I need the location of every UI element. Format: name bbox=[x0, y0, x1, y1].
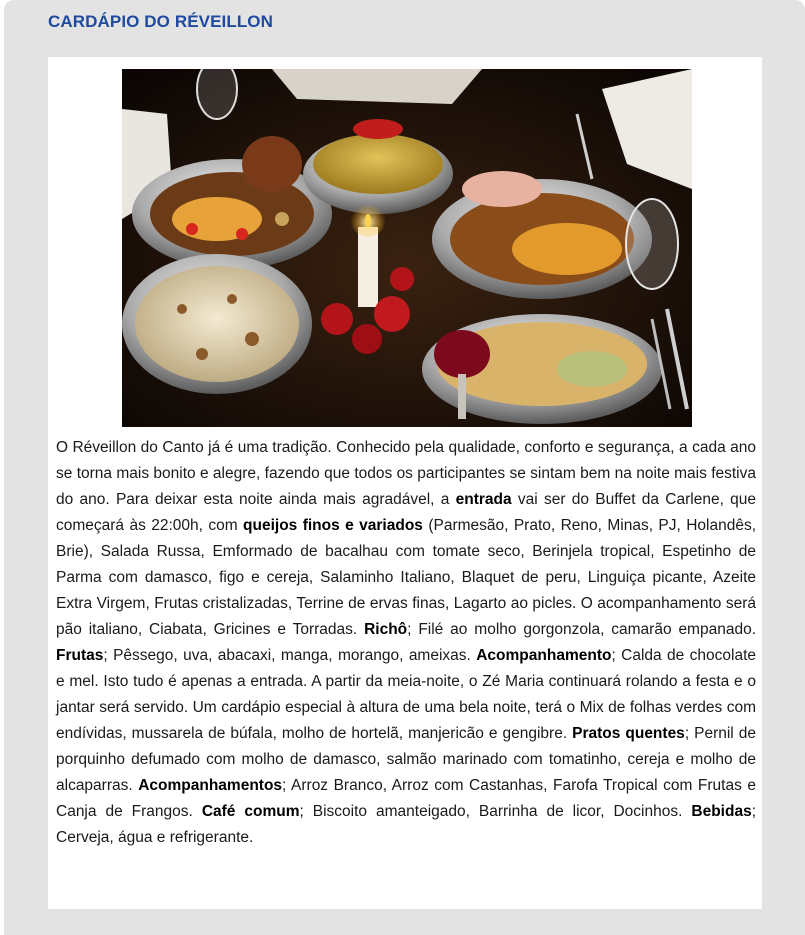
content-box bbox=[48, 57, 762, 909]
menu-highlight: entrada bbox=[455, 491, 512, 508]
page-title: CARDÁPIO DO RÉVEILLON bbox=[48, 12, 274, 31]
menu-highlight: Pratos quentes bbox=[572, 725, 685, 742]
menu-panel bbox=[4, 0, 805, 935]
menu-text: ; Cerveja, água e refrigerante. bbox=[56, 803, 757, 846]
menu-description bbox=[56, 435, 756, 851]
menu-text: ; Pêssego, uva, abacaxi, manga, morango, ameixas. bbox=[103, 647, 477, 664]
menu-text: ; Pernil de porquinho defumado com molho de damasco, salmão marinado com tomatinho, cereja e molho de alcaparras. bbox=[56, 725, 756, 794]
menu-highlight: queijos finos e variados bbox=[243, 517, 423, 534]
food-photo bbox=[122, 69, 692, 427]
menu-text: (Parmesão, Prato, Reno, Minas, PJ, Holandês, Brie), Salada Russa, Emformado de bacalhau com tomate seco, Berinjela tropical, Espetinho de Parma com damasco, figo e cereja, Salaminho Italiano, Blaquet de peru, Linguiça picante, Azeite Extra Virgem, Frutas cristalizadas, Terrine de ervas finas, Lagarto ao picles. O acompanhamento será pão italiano, Ciabata, Gricines e Torradas. bbox=[56, 517, 757, 638]
menu-highlight: Bebidas bbox=[691, 803, 752, 820]
menu-text: ; Filé ao molho gorgonzola, camarão empanado. bbox=[407, 621, 757, 638]
menu-text: ; Calda de chocolate e mel. Isto tudo é apenas a entrada. A partir da meia-noite, o Zé Maria continuará rolando a festa e o jantar será servido. Um cardápio especial à altura de uma bela noite, terá o Mix de folhas verdes com endívidas, mussarela de búfala, molho de hortelã, manjericão e gengibre. bbox=[56, 647, 756, 742]
menu-highlight: Richô bbox=[364, 621, 408, 638]
menu-text: O Réveillon do Canto já é uma tradição. Conhecido pela qualidade, conforto e segurança, a cada ano se torna mais bonito e alegre, fazendo que todos os participantes se sintam bem na noite mais festiva do ano. Para deixar esta noite ainda mais agradável, a bbox=[56, 439, 756, 508]
menu-highlight: Frutas bbox=[56, 647, 104, 664]
menu-text: ; Biscoito amanteigado, Barrinha de licor, Docinhos. bbox=[299, 803, 692, 820]
menu-highlight: Acompanhamento bbox=[476, 647, 612, 664]
menu-highlight: Acompanhamentos bbox=[138, 777, 283, 794]
menu-text: ; Arroz Branco, Arroz com Castanhas, Farofa Tropical com Frutas e Canja de Frangos. bbox=[56, 777, 756, 820]
menu-text: vai ser do Buffet da Carlene, que começará às 22:00h, com bbox=[56, 491, 756, 534]
menu-highlight: Café comum bbox=[201, 803, 300, 820]
